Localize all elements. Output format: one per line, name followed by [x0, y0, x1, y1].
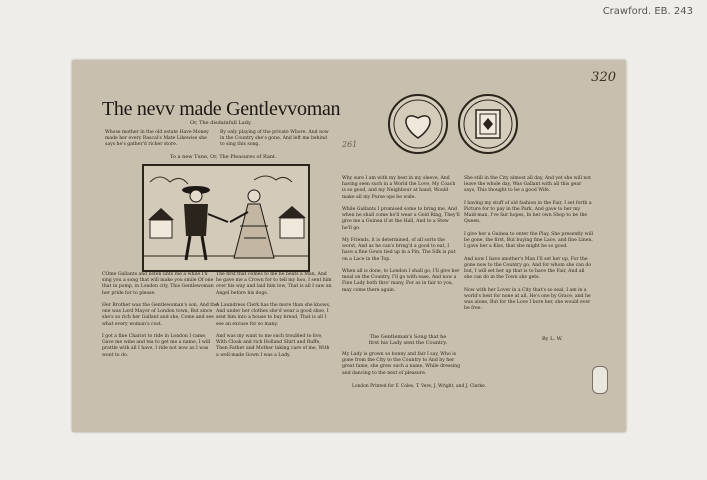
library-stamp-icon [592, 366, 608, 394]
verse-column-4 [464, 176, 594, 316]
woodcut-illustration [142, 164, 310, 272]
ballad-subtitle: Or, The disdainfull Lady. [190, 120, 252, 126]
leaf-number: 320 [591, 70, 616, 85]
tune-line: To a new Tune, Or, The Pleasures of Rant. [170, 154, 277, 160]
verse-text: Why sure I am with my best in my sleeve, And having seen such in a World the Love, My Coach is so good, and my Neighbour at hand, Would make all my Purse ope be wide. While Gallants I promised some to bring me, And when he shall come he'll wear a Gold Ring, They'll give me a Guinea if at the Hall, And to a Stew he'll go. My Friends, it is determined, of all sorts the worst, And as he can's bring'd a good to eat, I have a fine Gown tied up in a Pin, The Silk is put on a Lace in the Top. When all is done, to London I shall go, I'll give her meal on the Country, I'll go with ease, And now a Fine Lady both thro' many, For as in fair to you, may come there again. [342, 176, 460, 293]
ballad-title: The nevv made Gentlevvoman [102, 98, 341, 120]
intro-left: Whose mother in the old estate Have Money made her every Rascal's Mate Likewise she says he's gather'd richer store. [105, 130, 209, 147]
printer-imprint: London Printed for F. Coles, T. Vere, J. Wright, and J. Clarke. [352, 384, 487, 389]
heart-icon [390, 96, 446, 152]
second-part-verse: My Lady is grown so bonny and fair I say, Who is gone from the City to the Country to And by her great fame, she grew such a name, While dressing and dancing to the next of pleasure. [342, 352, 461, 376]
broadside-sheet [72, 60, 626, 432]
intro-right: By only playing of the private Whore. And now in the Country she's gone, And left me behind to sing this song. [220, 130, 329, 147]
verse-column-2 [216, 272, 332, 363]
catalog-mark: Crawford. EB. 243 [602, 6, 693, 17]
woodcut-couple-icon [144, 166, 308, 270]
second-part-title: The Gentleman's Song that he first his Lady sent the Country. [368, 334, 448, 346]
verse-text: COme Gallants and listen unto me a while I'll sing you a song that will make you smile Of one that in pomp, in London city, This Gentlewoman her pride for to please. Her Brother was the Gentlewoman's son, And the one was Lord Mayor of London town, But since she's so rich her Gallant and she, Come and see what every woman's cost. I got a fine Chariot to ride in London I came, Gave me wine and tea to get me a name, I will prattle with all I have, I ride not now as I was wont to do. [102, 272, 218, 358]
verse-text: She still in the City almost all day, And yet she will not leave the whole day, Was Gallant with all this gear says, This thought to be a good Wife. I having my stuff of old fashion in the Fair, I set forth a Picture for to pay in the Park, And gave to her my Maid-man, I've fair hopes, In her own Shop to be the Queen. I give her a Guinea to enter the Play, She presently will be gone, the first, But buying fine Lace, and fine Linen, I gave her a Kiss, that she might be so good. And now I have another's Man I'll set her up, For the gone now to the Country go, And for whom she can do but, I will set her up that is to have the Fair, And all she can do in the Town she gets. Now with her Lover in a City that's so seal, I am in a world's best for none at all, He's one by Grace, and he was alone, But for the Love I bore her, she would ever be free. [464, 176, 594, 312]
heart-ornament [388, 94, 448, 154]
author-signature: By L. W. [542, 336, 563, 342]
margin-pencil-mark: 261 [342, 140, 358, 149]
casket-icon [460, 96, 516, 152]
verse-text: The first that comes to me he beats a Man, And he gave me a Crown for to tell my hoo, I sent him over his way and laid him low, That is all I saw an Angel before his dogs. A Laundress Clerk has the more than she knows, And under her clothes she'd wear a good shoe, I sent him into a house to buy bread, That is all I see an excuse for so many. And was my want to me such troubled to live, With Cloak and rich Holland Shirt and Ruffe, Then Father and Mother taking care of me, With a well-made Gown I was a Lady. [216, 272, 332, 358]
box-ornament [458, 94, 518, 154]
verse-column-3 [342, 176, 460, 298]
verse-column-1 [102, 272, 218, 363]
